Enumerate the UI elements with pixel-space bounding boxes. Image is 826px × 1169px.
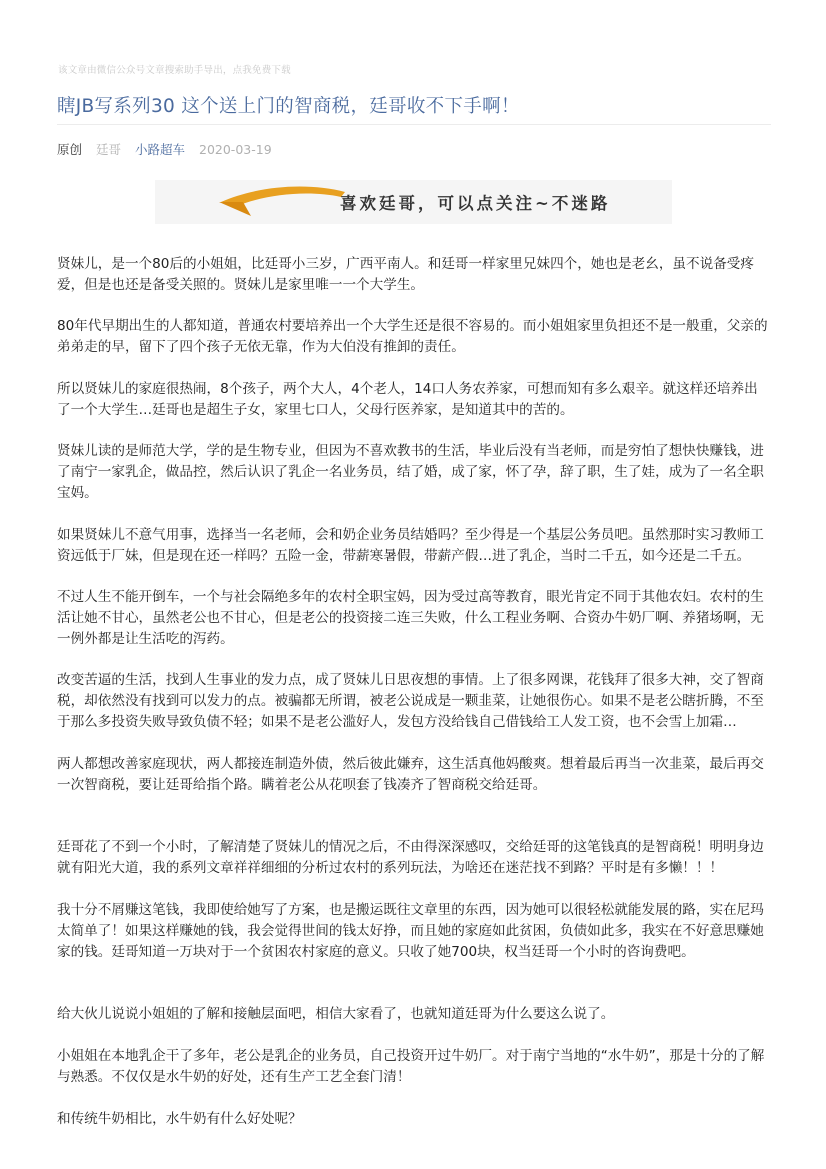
article-meta [57,140,282,158]
article-title: 瞎JB写系列30 这个送上门的智商税，廷哥收不下手啊！ [57,96,520,117]
account-name-link[interactable]: 小路超车 [135,142,186,157]
article-paragraph: 我十分不屑赚这笔钱，我即使给她写了方案，也是搬运既往文章里的东西，因为她可以很轻松就能发展的路，实在尼玛太简单了！如果这样赚她的钱，我会觉得世间的钱太好挣，而且她的家庭如此贫困，负债如此多，我实在不好意思赚她家的钱。廷哥知道一万块对于一个贫困农村家庭的意义。只收了她700块，权当廷哥一个小时的咨询费吧。 [57,902,764,960]
article-paragraph: 80年代早期出生的人都知道，普通农村要培养出一个大学生还是很不容易的。而小姐姐家里负担还不是一般重，父亲的弟弟走的早，留下了四个孩子无依无靠，作为大伯没有推卸的责任。 [57,318,768,355]
follow-banner [155,180,672,224]
article-paragraph: 廷哥花了不到一个小时，了解清楚了贤妹儿的情况之后，不由得深深感叹，交给廷哥的这笔钱真的是智商税！明明身边就有阳光大道，我的系列文章祥祥细细的分析过农村的系列玩法，为啥还在迷茫找不到路？平时是有多懒！！！ [57,839,764,876]
article-paragraph: 给大伙儿说说小姐姐的了解和接触层面吧，相信大家看了，也就知道廷哥为什么要这么说了。 [57,1006,615,1022]
article-paragraph: 贤妹儿读的是师范大学，学的是生物专业，但因为不喜欢教书的生活，毕业后没有当老师，而是穷怕了想快快赚钱，进了南宁一家乳企，做品控，然后认识了乳企一名业务员，结了婚，成了家，怀了孕，辞了职，生了娃，成为了一名全职宝妈。 [57,443,764,501]
article-paragraph: 小姐姐在本地乳企干了多年，老公是乳企的业务员，自己投资开过牛奶厂。对于南宁当地的“水牛奶”，那是十分的了解与熟悉。不仅仅是水牛奶的好处，还有生产工艺全套门清！ [57,1048,765,1085]
yellow-swoosh-arrow-icon [217,180,347,224]
article-paragraph: 不过人生不能开倒车，一个与社会隔绝多年的农村全职宝妈，因为受过高等教育，眼光肯定不同于其他农妇。农村的生活让她不甘心，虽然老公也不甘心，但是老公的投资接二连三失败，什么工程业务啊、合资办牛奶厂啊、养猪场啊，无一例外都是让生活吃的泻药。 [57,589,764,647]
article-paragraph: 改变苦逼的生活，找到人生事业的发力点，成了贤妹儿日思夜想的事情。上了很多网课，花钱拜了很多大神，交了智商税，却依然没有找到可以发力的点。被骗都无所谓，被老公说成是一颗韭菜，让她很伤心。如果不是老公瞎折腾，不至于那么多投资失败导致负债不轻；如果不是老公滥好人，发包方没给钱自己借钱给工人发工资，也不会雪上加霜… [57,672,764,730]
article-paragraph: 两人都想改善家庭现状，两人都接连制造外债，然后彼此嫌弃，这生活真他妈酸爽。想着最后再当一次韭菜，最后再交一次智商税，要让廷哥给指个路。瞒着老公从花呗套了钱凑齐了智商税交给廷哥。 [57,756,764,793]
author-name: 廷哥 [96,142,122,157]
title-divider [57,124,771,125]
publish-date: 2020-03-19 [199,142,272,157]
article-paragraph: 如果贤妹儿不意气用事，选择当一名老师，会和奶企业务员结婚吗？至少得是一个基层公务员吧。虽然那时实习教师工资远低于厂妹，但是现在还一样吗？五险一金，带薪寒暑假，带薪产假…进了乳企，当时二千五，如今还是二千五。 [57,527,764,564]
article-paragraph: 和传统牛奶相比，水牛奶有什么好处呢？ [57,1111,302,1127]
export-notice-link[interactable]: 该文章由微信公众号文章搜索助手导出，点我免费下载 [58,65,291,76]
article-paragraph: 所以贤妹儿的家庭很热闹，8个孩子，两个大人，4个老人，14口人务农养家，可想而知有多么艰辛。就这样还培养出了一个大学生…廷哥也是超生子女，家里七口人，父母行医养家，是知道其中的苦的。 [57,381,758,418]
article-paragraph: 贤妹儿，是一个80后的小姐姐，比廷哥小三岁，广西平南人。和廷哥一样家里兄妹四个，她也是老幺，虽不说备受疼爱，但是也还是备受关照的。贤妹儿是家里唯一一个大学生。 [57,256,754,293]
original-tag: 原创 [57,142,83,157]
follow-banner-text: 喜欢廷哥，可以点关注~不迷路 [340,194,611,213]
